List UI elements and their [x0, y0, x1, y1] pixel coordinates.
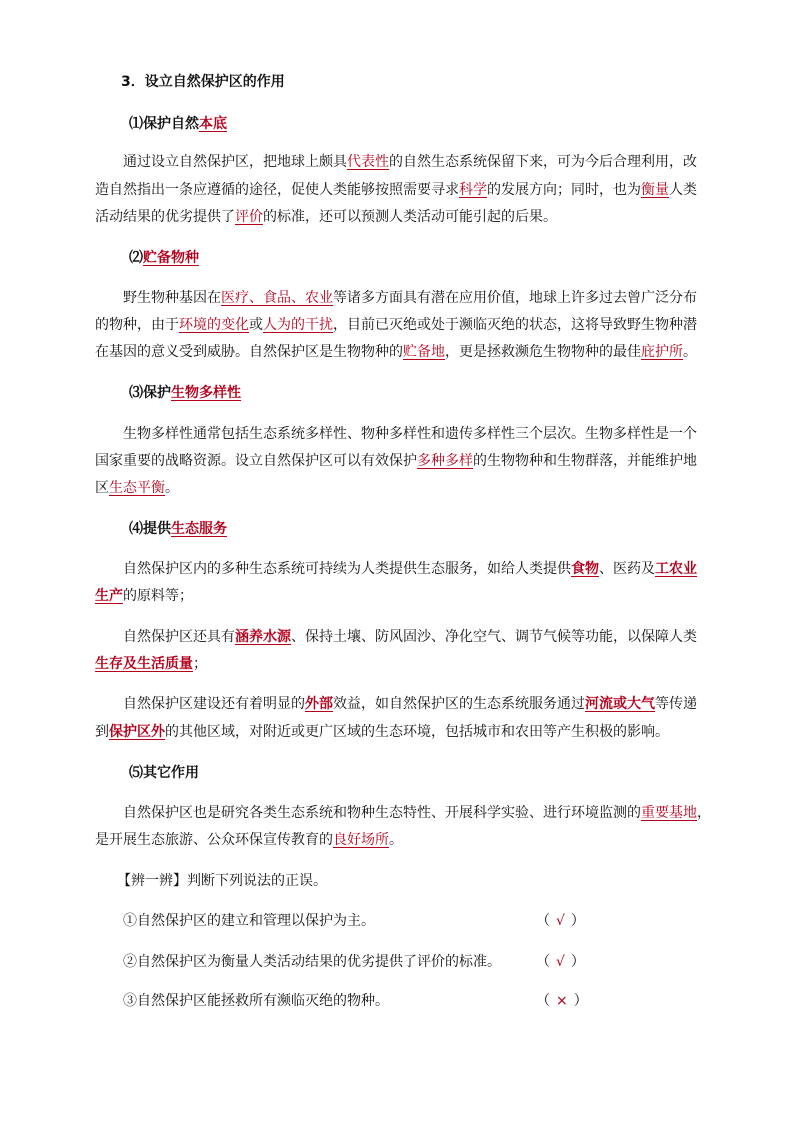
keyword: 生态服务: [171, 521, 227, 537]
keyword: 代表性: [347, 154, 389, 170]
s1-line-3: 活动结果的优劣提供了评价的标准，还可以预测人类活动可能引起的后果。: [95, 209, 557, 225]
keyword: 良好场所: [333, 832, 389, 848]
s1-line-1: 通过设立自然保护区，把地球上颇具代表性的自然生态系统保留下来，可为今后合理利用，改: [123, 154, 697, 170]
quiz-item: ①自然保护区的建立和管理以保护为主。: [123, 913, 375, 929]
keyword: 本底: [199, 116, 227, 132]
s2-line-1: 野生物种基因在医疗、食品、农业等诸多方面具有潜在应用价值，地球上许多过去曾广泛分布: [123, 290, 697, 306]
s3-line-3: 区生态平衡。: [95, 480, 179, 496]
heading-4: ⑷提供生态服务: [129, 521, 227, 537]
keyword: 人为的干扰: [263, 317, 333, 333]
section-title: 3．设立自然保护区的作用: [121, 74, 285, 90]
keyword: 评价: [235, 209, 263, 225]
quiz-answer: （ √ ）: [536, 913, 585, 929]
heading-5: ⑸其它作用: [129, 765, 199, 781]
keyword: 工农业: [655, 561, 697, 577]
keyword: 外部: [305, 696, 333, 712]
s3-line-1: 生物多样性通常包括生态系统多样性、物种多样性和遗传多样性三个层次。生物多样性是一个: [123, 426, 697, 442]
quiz-answer: （ × ）: [536, 993, 588, 1009]
keyword: 贮备地: [403, 344, 445, 360]
s4c-line-1: 自然保护区建设还有着明显的外部效益，如自然保护区的生态系统服务通过河流或大气等传递: [123, 696, 697, 712]
check-mark: √: [556, 913, 565, 929]
check-mark: √: [556, 954, 565, 970]
heading-1: ⑴保护自然本底: [129, 116, 227, 132]
s4b-line-2: 生存及生活质量；: [95, 656, 207, 672]
keyword: 生存及生活质量: [95, 656, 193, 672]
keyword: 河流或大气: [585, 696, 655, 712]
keyword: 生物多样性: [171, 385, 241, 401]
keyword: 科学: [459, 182, 487, 198]
keyword: 生产: [95, 588, 123, 604]
cross-mark: ×: [556, 993, 568, 1009]
s1-line-2: 造自然指出一条应遵循的途径，促使人类能够按照需要寻求科学的发展方向；同时，也为衡量人类: [95, 182, 697, 198]
keyword: 贮备物种: [143, 250, 199, 266]
keyword: 环境的变化: [179, 317, 249, 333]
keyword: 食物: [571, 561, 599, 577]
quiz-item: ③自然保护区能拯救所有濒临灭绝的物种。: [123, 993, 389, 1009]
quiz-answer: （ √ ）: [536, 954, 585, 970]
s5-line-1: 自然保护区也是研究各类生态系统和物种生态特性、开展科学实验、进行环境监测的重要基地，: [123, 805, 711, 821]
s4a-line-1: 自然保护区内的多种生态系统可持续为人类提供生态服务，如给人类提供食物、医药及工农业: [123, 561, 697, 577]
keyword: 衡量: [641, 182, 669, 198]
s2-line-3: 在基因的意义受到威胁。自然保护区是生物物种的贮备地，更是拯救濒危生物物种的最佳庇护所。: [95, 344, 697, 360]
keyword: 医疗、食品、农业: [221, 290, 333, 306]
keyword: 重要基地: [641, 805, 697, 821]
heading-3: ⑶保护生物多样性: [129, 385, 241, 401]
quiz-item: ②自然保护区为衡量人类活动结果的优劣提供了评价的标准。: [123, 954, 501, 970]
keyword: 涵养水源: [235, 629, 291, 645]
keyword: 庇护所: [641, 344, 683, 360]
s5-line-2: 是开展生态旅游、公众环保宣传教育的良好场所。: [95, 832, 403, 848]
s4c-line-2: 到保护区外的其他区域，对附近或更广区域的生态环境，包括城市和农田等产生积极的影响。: [95, 724, 669, 740]
s3-line-2: 国家重要的战略资源。设立自然保护区可以有效保护多种多样的生物物种和生物群落，并能维护地: [95, 453, 697, 469]
keyword: 生态平衡: [109, 480, 165, 496]
s2-line-2: 的物种，由于环境的变化或人为的干扰，目前已灭绝或处于濒临灭绝的状态，这将导致野生物种潜: [95, 317, 697, 333]
keyword: 多种多样: [417, 453, 473, 469]
s4b-line-1: 自然保护区还具有涵养水源、保持土壤、防风固沙、净化空气、调节气候等功能，以保障人类: [123, 629, 697, 645]
keyword: 保护区外: [109, 724, 165, 740]
quiz-intro: 【辨一辨】判断下列说法的正误。: [117, 873, 327, 889]
heading-2: ⑵贮备物种: [129, 250, 199, 266]
s4a-line-2: 生产的原料等；: [95, 588, 193, 604]
